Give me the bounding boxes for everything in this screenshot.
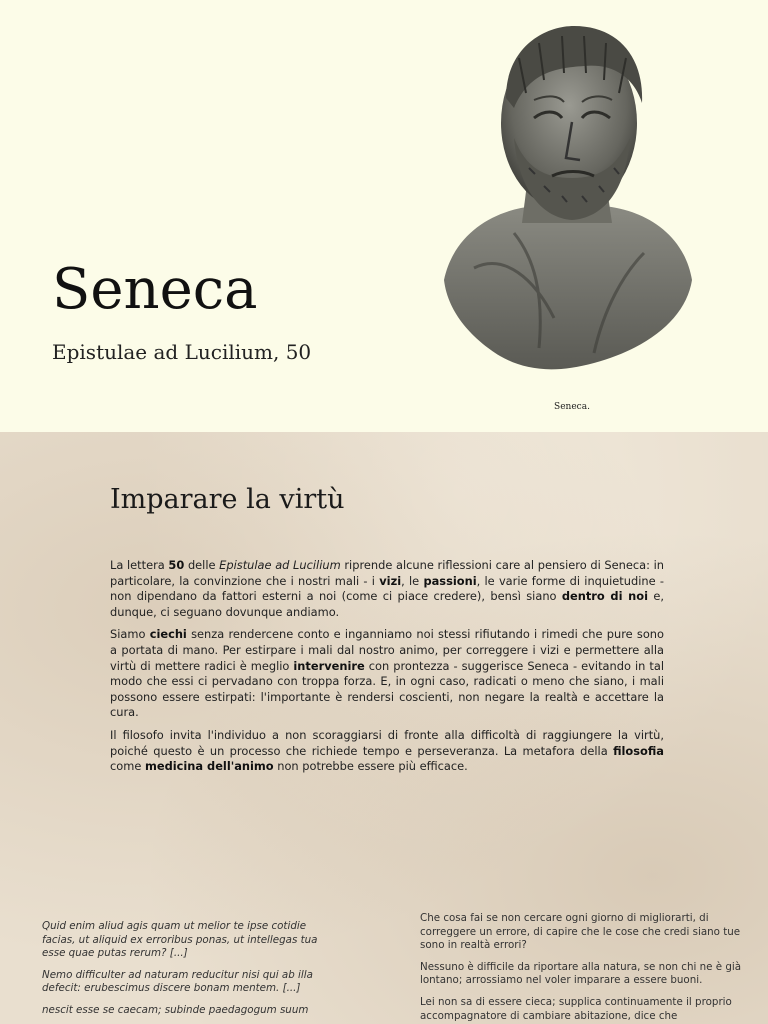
body-paragraph: Il filosofo invita l'individuo a non scoraggiarsi di fronte alla difficoltà di raggiungere la virtù, poiché questo è un processo che richiede tempo e perseveranza. La metafora della filosofia come medicina dell'animo non potrebbe essere più efficace. [110, 727, 664, 774]
italian-quote: Che cosa fai se non cercare ogni giorno di migliorarti, di correggere un errore, di capire che le cose che credi siano tue sono in realtà errori? [420, 912, 741, 952]
italian-quote: Nessuno è difficile da riportare alla natura, se non chi ne è già lontano; arrossiamo nel voler imparare a essere buoni. [420, 960, 742, 987]
body-paragraph: La lettera 50 delle Epistulae ad Lucilium riprende alcune riflessioni care al pensiero di Seneca: in particolare, la convinzione che i nostri mali - i vizi, le passioni, le varie forme di inquietudine - non dipendano da fattori esterni a noi (come ci piace credere), bensì siano dentro di noi e, dunque, ci seguano dovunque andiamo. [110, 558, 664, 619]
body-text [110, 558, 664, 782]
image-caption: Seneca. [554, 402, 590, 412]
latin-quotes [42, 920, 338, 1024]
italian-quote: Lei non sa di essere cieca; supplica continuamente il proprio accompagnatore di cambiare abitazione, dice che [420, 995, 732, 1022]
latin-quote: nescit esse se caecam; subinde paedagogum suum [42, 1003, 309, 1016]
latin-quote: Nemo difficulter ad naturam reducitur nisi qui ab illa defecit: erubescimus discere bonam mentem. [...] [42, 968, 313, 995]
title-slide [0, 0, 768, 432]
content-slide [0, 432, 768, 1024]
slide-subtitle: Epistulae ad Lucilium, 50 [52, 340, 312, 364]
seneca-bust-image [434, 18, 696, 380]
slide-title: Seneca [52, 257, 258, 322]
latin-quote: Quid enim aliud agis quam ut melior te ipse cotidie facias, ut aliquid ex erroribus ponas, ut intellegas tua esse quae putas rerum? [...] [42, 920, 318, 960]
italian-translations [420, 912, 742, 1024]
section-heading: Imparare la virtù [110, 484, 345, 515]
body-paragraph: Siamo ciechi senza rendercene conto e inganniamo noi stessi rifiutando i rimedi che pure sono a portata di mano. Per estirpare i mali dal nostro animo, per correggere i vizi e permettere alla virtù di mettere radici è meglio intervenire con prontezza - suggerisce Seneca - evitando in tal modo che essi ci pervadano con troppa forza. E, in ogni caso, radicati o meno che siano, i mali possono essere estirpati: l'importante è rendersi coscienti, non negare la realtà e accettare la cura. [110, 627, 664, 720]
